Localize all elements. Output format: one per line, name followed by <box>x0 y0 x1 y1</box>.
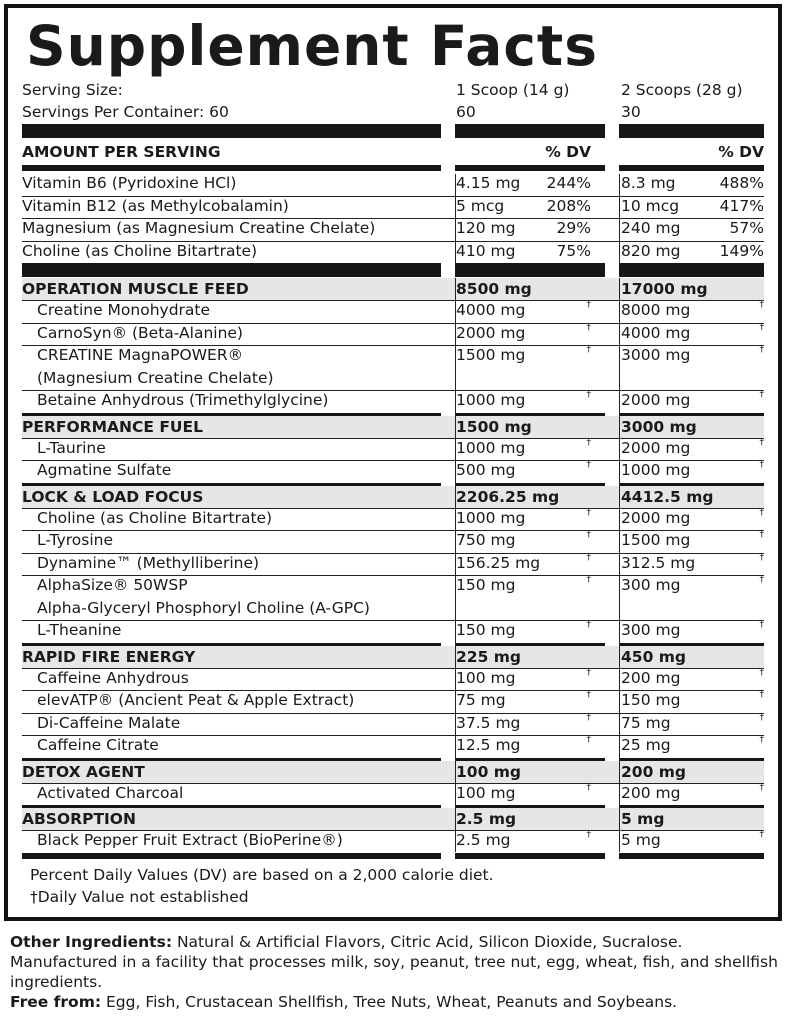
section-name: OPERATION MUSCLE FEED <box>22 280 249 298</box>
dv-header-1: % DV <box>545 143 591 161</box>
bar-gap <box>441 263 455 277</box>
amount-2-scoops: 8000 mg <box>621 301 691 319</box>
section-bar <box>22 165 764 171</box>
ingredient-name: CREATINE MagnaPOWER® <box>37 346 244 364</box>
ingredient-name: Caffeine Anhydrous <box>37 668 189 687</box>
supplement-facts-panel <box>4 4 782 921</box>
dv-1-scoop: † <box>586 345 591 355</box>
amount-1-scoop: 500 mg <box>456 461 516 479</box>
dv-2-scoops: † <box>759 530 764 540</box>
amount-1-scoop: 1500 mg <box>456 346 526 364</box>
column-separator <box>619 174 620 263</box>
free-from-text: Egg, Fish, Crustacean Shellfish, Tree Nuts, Wheat, Peanuts and Soybeans. <box>101 993 678 1011</box>
dv-1-scoop: † <box>586 690 591 700</box>
other-ingredients <box>10 932 780 1012</box>
dv-2-scoops: † <box>759 690 764 700</box>
amount-1-scoop: 150 mg <box>456 621 516 639</box>
section-bar <box>22 853 764 859</box>
ingredient-name: Caffeine Citrate <box>37 736 159 754</box>
bar-gap <box>605 165 619 171</box>
dv-2-scoops: † <box>759 345 764 355</box>
bar-gap <box>441 124 455 138</box>
dv-2-scoops: † <box>759 712 764 723</box>
serving-size-2-scoops: 2 Scoops (28 g) <box>621 81 743 99</box>
nutrient-name: Vitamin B6 (Pyridoxine HCl) <box>22 174 237 192</box>
dv-1-scoop: 29% <box>556 219 591 237</box>
amount-per-serving-label: AMOUNT PER SERVING <box>22 143 221 161</box>
nutrient-name: Vitamin B12 (as Methylcobalamin) <box>22 196 289 215</box>
bar-gap <box>605 263 619 277</box>
amount-1-scoop: 100 mg <box>456 783 516 802</box>
dv-1-scoop: † <box>586 530 591 540</box>
amount-2-scoops: 240 mg <box>621 219 681 237</box>
section-amount-2-scoops: 17000 mg <box>621 280 708 298</box>
amount-2-scoops: 2000 mg <box>621 508 691 527</box>
column-separator <box>455 174 456 263</box>
amount-1-scoop: 12.5 mg <box>456 736 521 754</box>
other-ingredients-label: Other Ingredients: <box>10 933 173 951</box>
section-amount-2-scoops: 3000 mg <box>621 417 697 436</box>
bar-gap <box>441 165 455 171</box>
ingredient-name: Black Pepper Fruit Extract (BioPerine®) <box>37 831 343 849</box>
amount-2-scoops: 4000 mg <box>621 323 691 342</box>
section-amount-1-scoop: 8500 mg <box>456 280 532 298</box>
amount-1-scoop: 150 mg <box>456 576 516 594</box>
dv-2-scoops: † <box>759 735 764 745</box>
ingredient-name: Agmatine Sulfate <box>37 461 172 479</box>
dv-1-scoop: † <box>586 575 591 585</box>
dv-1-scoop: † <box>586 620 591 630</box>
amount-1-scoop: 100 mg <box>456 668 516 687</box>
dv-1-scoop: 244% <box>546 174 591 192</box>
amount-1-scoop: 37.5 mg <box>456 713 521 732</box>
amount-2-scoops: 150 mg <box>621 691 681 709</box>
section-amount-1-scoop: 2206.25 mg <box>456 487 560 506</box>
amount-1-scoop: 1000 mg <box>456 508 526 527</box>
dv-2-scoops: † <box>759 437 764 448</box>
amount-2-scoops: 75 mg <box>621 713 671 732</box>
dv-2-scoops: † <box>759 552 764 563</box>
amount-2-scoops: 820 mg <box>621 241 681 260</box>
section-name: RAPID FIRE ENERGY <box>22 647 196 666</box>
section-amount-1-scoop: 1500 mg <box>456 417 532 436</box>
section-amount-1-scoop: 2.5 mg <box>456 810 517 828</box>
amount-2-scoops: 200 mg <box>621 783 681 802</box>
ingredient-name: L-Taurine <box>37 438 106 457</box>
section-bar <box>22 124 764 138</box>
servings-per-container-1: 60 <box>456 103 476 121</box>
amount-1-scoop: 4.15 mg <box>456 174 521 192</box>
dv-2-scoops: 57% <box>729 219 764 237</box>
bar-gap <box>605 853 619 859</box>
amount-1-scoop: 410 mg <box>456 241 516 260</box>
amount-2-scoops: 2000 mg <box>621 391 691 409</box>
ingredient-name: Creatine Monohydrate <box>37 301 211 319</box>
section-amount-1-scoop: 100 mg <box>456 762 521 781</box>
ingredient-name: Di-Caffeine Malate <box>37 713 181 732</box>
dv-footnote: Percent Daily Values (DV) are based on a 2,000 calorie diet. <box>30 865 494 884</box>
amount-1-scoop: 75 mg <box>456 691 506 709</box>
column-separator <box>455 278 456 852</box>
amount-2-scoops: 300 mg <box>621 621 681 639</box>
serving-size-1-scoop: 1 Scoop (14 g) <box>456 81 570 99</box>
dv-2-scoops: † <box>759 620 764 630</box>
bar-gap <box>605 124 619 138</box>
dv-1-scoop: † <box>586 322 591 333</box>
ingredient-name: Betaine Anhydrous (Trimethylglycine) <box>37 391 329 409</box>
section-amount-1-scoop: 225 mg <box>456 647 521 666</box>
section-amount-2-scoops: 4412.5 mg <box>621 487 714 506</box>
dv-2-scoops: † <box>759 322 764 333</box>
amount-1-scoop: 1000 mg <box>456 391 526 409</box>
section-name: PERFORMANCE FUEL <box>22 417 203 436</box>
dv-1-scoop: † <box>586 735 591 745</box>
free-from-label: Free from: <box>10 993 102 1011</box>
column-separator <box>619 278 620 852</box>
ingredient-name: Dynamine™ (Methylliberine) <box>37 553 260 572</box>
other-ingredients-text: Natural & Artificial Flavors, Citric Acid, Silicon Dioxide, Sucralose. <box>172 933 683 951</box>
ingredient-name-line2: (Magnesium Creatine Chelate) <box>37 368 274 387</box>
bar-gap <box>441 853 455 859</box>
dv-1-scoop: † <box>586 507 591 518</box>
ingredient-name: AlphaSize® 50WSP <box>37 576 188 594</box>
servings-per-container-label: Servings Per Container: 60 <box>22 103 229 121</box>
ingredient-name: elevATP® (Ancient Peat & Apple Extract) <box>37 691 355 709</box>
dv-2-scoops: † <box>759 507 764 518</box>
dv-1-scoop: 75% <box>556 241 591 260</box>
dv-2-scoops: † <box>759 830 764 840</box>
ingredient-name: Activated Charcoal <box>37 783 184 802</box>
serving-size-label: Serving Size: <box>22 81 123 99</box>
dv-1-scoop: † <box>586 460 591 470</box>
nutrient-name: Choline (as Choline Bitartrate) <box>22 241 258 260</box>
amount-1-scoop: 1000 mg <box>456 438 526 457</box>
section-name: ABSORPTION <box>22 810 136 828</box>
dv-1-scoop: † <box>586 782 591 793</box>
dv-2-scoops: † <box>759 460 764 470</box>
amount-1-scoop: 2000 mg <box>456 323 526 342</box>
dv-2-scoops: † <box>759 782 764 793</box>
dv-2-scoops: † <box>759 390 764 400</box>
panel-title: Supplement Facts <box>26 14 598 78</box>
ingredient-name-line2: Alpha-Glyceryl Phosphoryl Choline (A-GPC) <box>37 598 370 617</box>
dv-header-2: % DV <box>718 143 764 161</box>
amount-1-scoop: 4000 mg <box>456 301 526 319</box>
amount-2-scoops: 10 mcg <box>621 196 680 215</box>
amount-2-scoops: 200 mg <box>621 668 681 687</box>
amount-2-scoops: 2000 mg <box>621 438 691 457</box>
nutrient-name: Magnesium (as Magnesium Creatine Chelate) <box>22 219 376 237</box>
amount-2-scoops: 1500 mg <box>621 531 691 549</box>
dv-2-scoops: 149% <box>719 241 764 260</box>
section-name: DETOX AGENT <box>22 762 145 781</box>
ingredient-name: CarnoSyn® (Beta-Alanine) <box>37 323 243 342</box>
ingredient-name: L-Tyrosine <box>37 531 114 549</box>
dv-2-scoops: 488% <box>719 174 764 192</box>
dv-2-scoops: 417% <box>719 196 764 215</box>
amount-2-scoops: 5 mg <box>621 831 661 849</box>
section-amount-2-scoops: 5 mg <box>621 810 665 828</box>
section-name: LOCK & LOAD FOCUS <box>22 487 204 506</box>
amount-1-scoop: 120 mg <box>456 219 516 237</box>
dv-1-scoop: 208% <box>546 196 591 215</box>
amount-2-scoops: 312.5 mg <box>621 553 696 572</box>
amount-1-scoop: 5 mcg <box>456 196 505 215</box>
dv-2-scoops: † <box>759 300 764 310</box>
amount-2-scoops: 300 mg <box>621 576 681 594</box>
dv-2-scoops: † <box>759 575 764 585</box>
ingredient-name: L-Theanine <box>37 621 122 639</box>
amount-1-scoop: 156.25 mg <box>456 553 541 572</box>
dv-1-scoop: † <box>586 390 591 400</box>
amount-2-scoops: 25 mg <box>621 736 671 754</box>
amount-1-scoop: 750 mg <box>456 531 516 549</box>
dv-1-scoop: † <box>586 552 591 563</box>
amount-2-scoops: 3000 mg <box>621 346 691 364</box>
section-amount-2-scoops: 200 mg <box>621 762 686 781</box>
dv-1-scoop: † <box>586 667 591 678</box>
amount-1-scoop: 2.5 mg <box>456 831 511 849</box>
facility-note: Manufactured in a facility that processes milk, soy, peanut, tree nut, egg, wheat, fish, and shellfish ingredients. <box>10 953 778 991</box>
dv-1-scoop: † <box>586 300 591 310</box>
servings-per-container-2: 30 <box>621 103 641 121</box>
section-bar <box>22 263 764 277</box>
section-amount-2-scoops: 450 mg <box>621 647 686 666</box>
amount-2-scoops: 8.3 mg <box>621 174 676 192</box>
dv-2-scoops: † <box>759 667 764 678</box>
dv-1-scoop: † <box>586 712 591 723</box>
amount-2-scoops: 1000 mg <box>621 461 691 479</box>
ingredient-name: Choline (as Choline Bitartrate) <box>37 508 273 527</box>
dagger-footnote: †Daily Value not established <box>30 887 249 906</box>
dv-1-scoop: † <box>586 830 591 840</box>
dv-1-scoop: † <box>586 437 591 448</box>
